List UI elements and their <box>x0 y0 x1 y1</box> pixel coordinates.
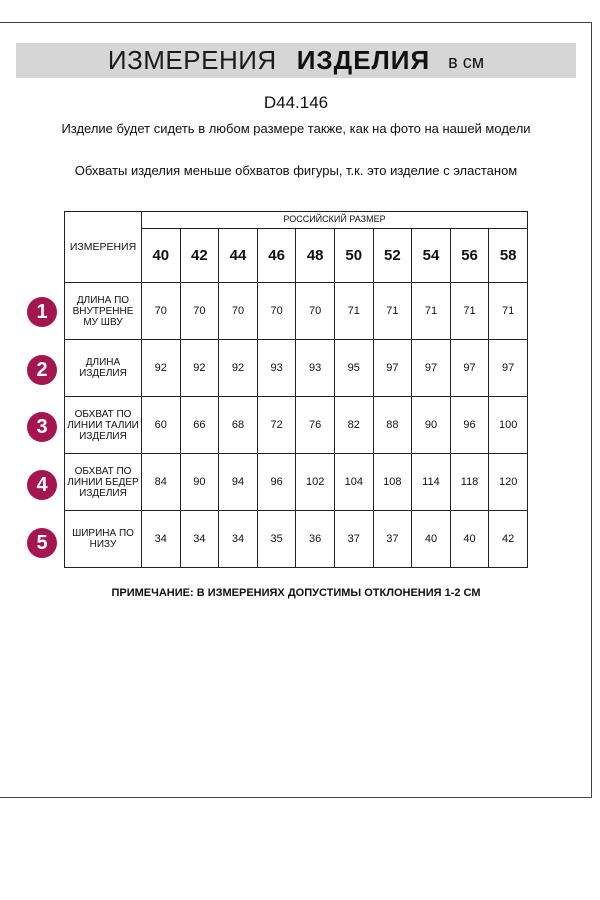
table-cell: 97 <box>412 340 451 397</box>
table-cell: 66 <box>180 397 219 454</box>
table-cell: 88 <box>373 397 412 454</box>
size-header: 56 <box>450 228 489 282</box>
table-cell: 108 <box>373 454 412 511</box>
row-number-badge: 4 <box>27 470 57 500</box>
table-cell: 71 <box>373 283 412 340</box>
size-header: 50 <box>334 228 373 282</box>
size-header: 42 <box>180 228 219 282</box>
table-cell: 84 <box>142 454 181 511</box>
size-header: 54 <box>412 228 451 282</box>
table-cell: 71 <box>412 283 451 340</box>
table-cell: 92 <box>219 340 258 397</box>
title-part-measurements: ИЗМЕРЕНИЯ <box>107 45 277 75</box>
size-header: 58 <box>489 228 528 282</box>
size-header: 52 <box>373 228 412 282</box>
measurements-column-header: ИЗМЕРЕНИЯ <box>65 212 142 283</box>
table-cell: 96 <box>450 397 489 454</box>
table-cell: 76 <box>296 397 335 454</box>
table-cell: 94 <box>219 454 258 511</box>
table-cell: 70 <box>142 283 181 340</box>
table-cell: 97 <box>373 340 412 397</box>
russian-size-header: РОССИЙСКИЙ РАЗМЕР <box>142 212 528 229</box>
measurements-table <box>64 211 528 568</box>
table-cell: 82 <box>334 397 373 454</box>
size-header: 40 <box>142 228 181 282</box>
table-row <box>65 511 528 568</box>
table-cell: 35 <box>257 511 296 568</box>
size-header: 48 <box>296 228 335 282</box>
table-cell: 71 <box>334 283 373 340</box>
table-cell: 42 <box>489 511 528 568</box>
table-row <box>65 340 528 397</box>
table-cell: 60 <box>142 397 181 454</box>
table-cell: 104 <box>334 454 373 511</box>
table-cell: 70 <box>219 283 258 340</box>
tolerance-note: ПРИМЕЧАНИЕ: В ИЗМЕРЕНИЯХ ДОПУСТИМЫ ОТКЛОНЕНИЯ 1-2 СМ <box>111 587 481 599</box>
table-cell: 90 <box>180 454 219 511</box>
size-header: 46 <box>257 228 296 282</box>
table-cell: 90 <box>412 397 451 454</box>
row-number-badge: 5 <box>27 528 57 558</box>
row-label: ДЛИНА ПО ВНУТРЕННЕ МУ ШВУ <box>65 283 142 340</box>
table-cell: 70 <box>180 283 219 340</box>
table-cell: 71 <box>489 283 528 340</box>
table-cell: 70 <box>257 283 296 340</box>
row-label: ШИРИНА ПО НИЗУ <box>65 511 142 568</box>
table-cell: 120 <box>489 454 528 511</box>
table-cell: 34 <box>180 511 219 568</box>
size-header: 44 <box>219 228 258 282</box>
title-bar <box>16 43 576 78</box>
row-number-badge: 3 <box>27 412 57 442</box>
table-cell: 34 <box>219 511 258 568</box>
table-cell: 95 <box>334 340 373 397</box>
row-label: ДЛИНА ИЗДЕЛИЯ <box>65 340 142 397</box>
table-cell: 36 <box>296 511 335 568</box>
table-cell: 97 <box>489 340 528 397</box>
row-number-badge: 1 <box>27 297 57 327</box>
fit-note: Изделие будет сидеть в любом размере также, как на фото на нашей модели <box>61 121 531 136</box>
table-cell: 70 <box>296 283 335 340</box>
table-cell: 40 <box>412 511 451 568</box>
table-row <box>65 454 528 511</box>
row-label: ОБХВАТ ПО ЛИНИИ БЕДЕР ИЗДЕЛИЯ <box>65 454 142 511</box>
title-part-units: в см <box>448 52 485 72</box>
table-cell: 114 <box>412 454 451 511</box>
table-cell: 102 <box>296 454 335 511</box>
title-part-product: ИЗДЕЛИЯ <box>296 45 431 75</box>
table-cell: 37 <box>334 511 373 568</box>
article-code: D44.146 <box>263 93 329 112</box>
row-label: ОБХВАТ ПО ЛИНИИ ТАЛИИ ИЗДЕЛИЯ <box>65 397 142 454</box>
table-row <box>65 283 528 340</box>
table-cell: 68 <box>219 397 258 454</box>
table-cell: 100 <box>489 397 528 454</box>
table-cell: 93 <box>296 340 335 397</box>
table-cell: 92 <box>142 340 181 397</box>
table-cell: 118 <box>450 454 489 511</box>
table-cell: 97 <box>450 340 489 397</box>
table-cell: 37 <box>373 511 412 568</box>
table-cell: 34 <box>142 511 181 568</box>
table-cell: 93 <box>257 340 296 397</box>
table-cell: 72 <box>257 397 296 454</box>
table-cell: 71 <box>450 283 489 340</box>
girth-note: Обхваты изделия меньше обхватов фигуры, т.к. это изделие с эластаном <box>74 163 518 178</box>
table-cell: 40 <box>450 511 489 568</box>
row-number-badge: 2 <box>27 355 57 385</box>
table-cell: 96 <box>257 454 296 511</box>
table-row <box>65 397 528 454</box>
table-cell: 92 <box>180 340 219 397</box>
